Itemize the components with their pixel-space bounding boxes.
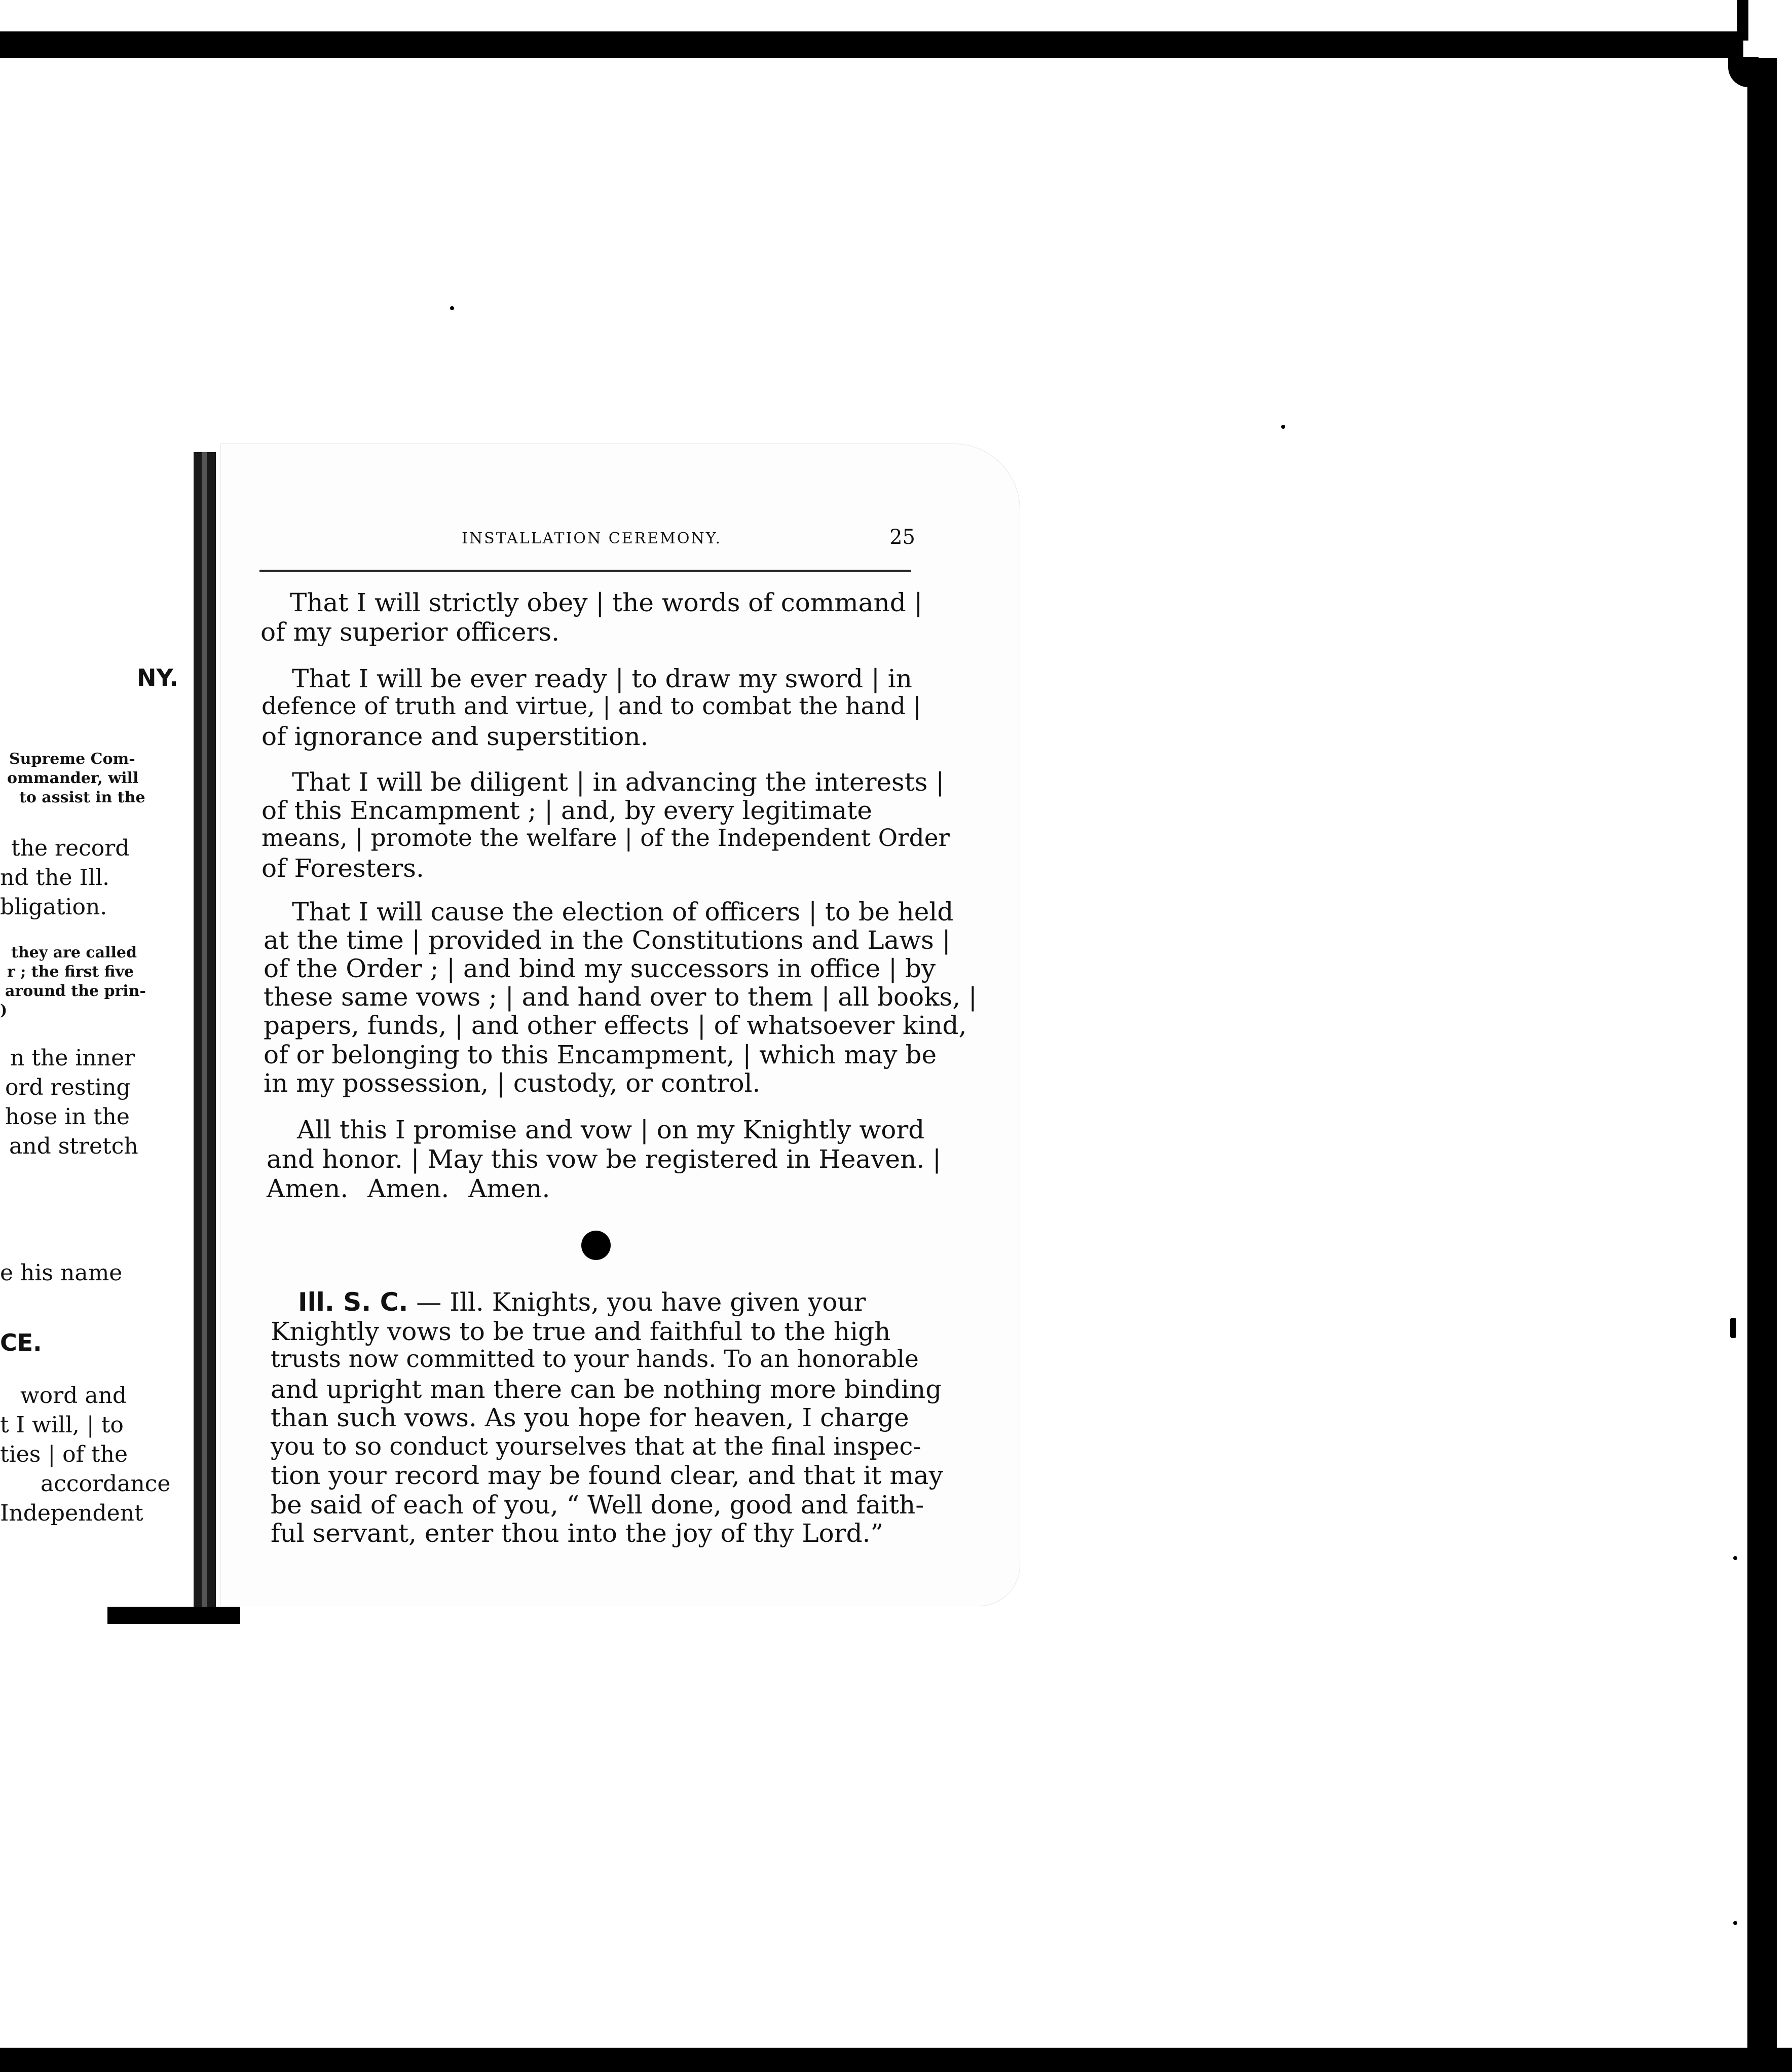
- left-instruction-line: ): [0, 1002, 8, 1019]
- running-title: INSTALLATION CEREMONY.: [462, 530, 722, 547]
- dust-speck: [1733, 1556, 1737, 1560]
- header-rule: [259, 570, 911, 572]
- left-instruction-line: they are called: [11, 944, 137, 961]
- book-spine-base: [107, 1607, 240, 1624]
- left-instruction-line: r ; the first five: [7, 963, 134, 981]
- charge-line: than such vows. As you hope for heaven, I charge: [271, 1403, 909, 1432]
- scan-border-corner: [1737, 0, 1748, 41]
- left-text-line: n the inner: [10, 1045, 135, 1071]
- paragraph-line: defence of truth and virtue, | and to combat the hand |: [262, 692, 921, 720]
- left-text-line: and stretch: [9, 1133, 138, 1159]
- speaker-label: Ill. S. C.: [298, 1287, 408, 1317]
- paragraph-line: That I will cause the election of officers | to be held: [292, 897, 954, 927]
- paragraph-line: That I will strictly obey | the words of command |: [290, 588, 923, 617]
- charge-line: and upright man there can be nothing more binding: [271, 1375, 942, 1404]
- left-instruction-line: Supreme Com-: [9, 750, 135, 768]
- paragraph-line: of ignorance and superstition.: [262, 722, 649, 751]
- left-instruction-line: ommander, will: [7, 769, 139, 787]
- section-bullet: [581, 1231, 611, 1260]
- charge-line: tion your record may be found clear, and that it may: [271, 1461, 943, 1490]
- paragraph-line: of this Encampment ; | and, by every legitimate: [262, 796, 872, 825]
- charge-line: be said of each of you, “ Well done, good and faith-: [271, 1490, 924, 1520]
- paragraph-line: of the Order ; | and bind my successors in office | by: [264, 954, 936, 983]
- left-instruction-line: around the prin-: [5, 982, 146, 1000]
- running-head: [241, 526, 915, 555]
- paragraph-line: That I will be diligent | in advancing the interests |: [292, 767, 945, 797]
- charge-first-line-text: — Ill. Knights, you have given your: [416, 1287, 866, 1317]
- left-text-line: accordance: [41, 1471, 171, 1497]
- left-text-line: hose in the: [5, 1104, 130, 1130]
- charge-line: ful servant, enter thou into the joy of thy Lord.”: [271, 1519, 884, 1548]
- paragraph-line: papers, funds, | and other effects | of whatsoever kind,: [264, 1011, 967, 1040]
- paragraph-line: That I will be ever ready | to draw my sword | in: [292, 664, 912, 693]
- left-text-line: Independent: [0, 1500, 143, 1526]
- left-text-line: t I will, | to: [0, 1412, 124, 1438]
- dust-speck: [1730, 1318, 1736, 1338]
- charge-line: you to so conduct yourselves that at the final inspec-: [271, 1432, 921, 1461]
- dust-speck: [1281, 425, 1285, 429]
- left-text-line: nd the Ill.: [0, 865, 110, 891]
- left-page: [0, 451, 208, 1619]
- paragraph-line: of Foresters.: [262, 854, 424, 883]
- charge-line: trusts now committed to your hands. To an honorable: [271, 1345, 919, 1373]
- scan-border-right: [1747, 58, 1777, 2072]
- left-text-line: e his name: [0, 1260, 123, 1286]
- paragraph-line: in my possession, | custody, or control.: [264, 1068, 761, 1098]
- book-spine-highlight: [202, 452, 207, 1618]
- left-text-line: the record: [11, 835, 130, 861]
- paragraph-line: of or belonging to this Encampment, | which may be: [264, 1040, 937, 1069]
- left-text-line: bligation.: [0, 894, 107, 920]
- charge-line: Knightly vows to be true and faithful to the high: [271, 1317, 891, 1346]
- charge-first-line: [298, 1287, 866, 1317]
- left-text-line: ties | of the: [0, 1441, 128, 1467]
- paragraph-line: means, | promote the welfare | of the Independent Order: [262, 824, 950, 852]
- left-text-line: ord resting: [5, 1075, 131, 1100]
- left-instruction-line: to assist in the: [19, 789, 145, 806]
- paragraph-line: at the time | provided in the Constitutions and Laws |: [264, 926, 951, 955]
- dust-speck: [450, 306, 454, 310]
- left-text-line: word and: [20, 1383, 127, 1409]
- left-heading-fragment: CE.: [0, 1329, 42, 1356]
- paragraph-line: these same vows ; | and hand over to them | all books, |: [264, 982, 977, 1012]
- paragraph-line: of my superior officers.: [260, 617, 559, 647]
- paragraph-line: Amen. Amen. Amen.: [267, 1174, 550, 1203]
- left-heading-fragment: NY.: [137, 664, 178, 691]
- scan-border-top: [0, 31, 1743, 58]
- paragraph-line: All this I promise and vow | on my Knightly word: [297, 1115, 925, 1144]
- scan-border-bottom: [0, 2048, 1792, 2072]
- dust-speck: [1733, 1921, 1737, 1925]
- paragraph-line: and honor. | May this vow be registered in Heaven. |: [267, 1144, 941, 1174]
- page-number: 25: [889, 526, 915, 549]
